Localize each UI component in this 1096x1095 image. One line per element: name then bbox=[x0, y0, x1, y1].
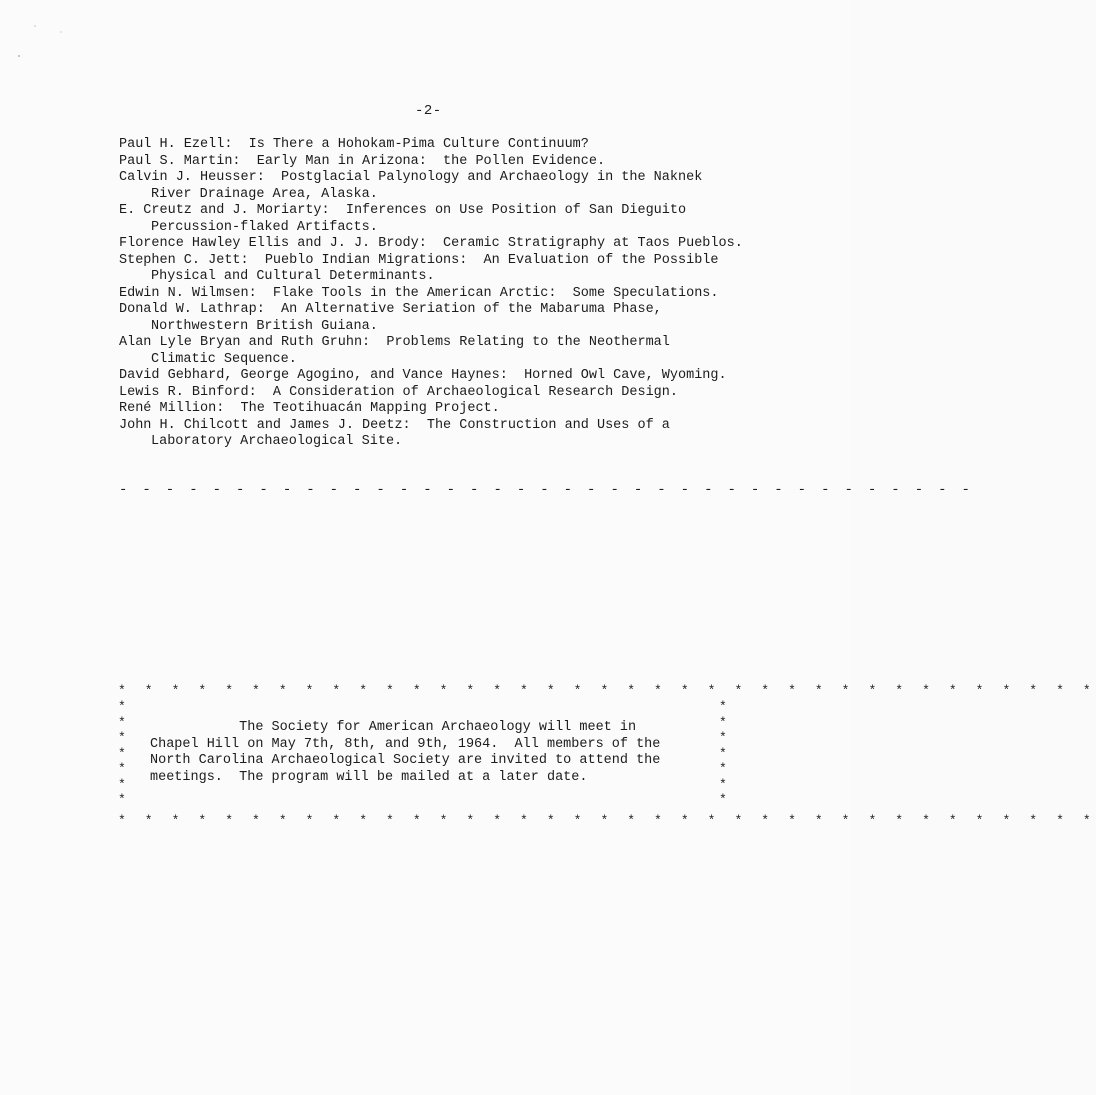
dashed-divider: - - - - - - - - - - - - - - - - - - - - - - - - - - - - - - - - - - - - - bbox=[119, 482, 974, 498]
announcement-line: meetings. The program will be mailed at a later date. bbox=[150, 769, 588, 785]
asterisk-border-right: * * * * * * * bbox=[719, 699, 727, 807]
list-item bbox=[119, 418, 799, 451]
entry-line-continuation: Northwestern British Guiana. bbox=[151, 318, 378, 334]
list-item bbox=[119, 286, 799, 303]
entry-line-continuation: River Drainage Area, Alaska. bbox=[151, 186, 378, 202]
list-item bbox=[119, 170, 799, 203]
entry-line: Paul H. Ezell: Is There a Hohokam-Pima Culture Continuum? bbox=[119, 137, 589, 152]
list-item bbox=[119, 154, 799, 171]
entry-line: Donald W. Lathrap: An Alternative Seriation of the Mabaruma Phase, bbox=[119, 302, 662, 317]
entry-line-continuation: Percussion-flaked Artifacts. bbox=[151, 219, 378, 235]
entry-line: Alan Lyle Bryan and Ruth Gruhn: Problems Relating to the Neothermal bbox=[119, 335, 670, 350]
entry-line: René Million: The Teotihuacán Mapping Project. bbox=[119, 401, 500, 416]
announcement-box bbox=[114, 683, 1096, 828]
entry-line: Edwin N. Wilmsen: Flake Tools in the American Arctic: Some Speculations. bbox=[119, 285, 719, 301]
asterisk-border-top: * * * * * * * * * * * * * * * * * * * * * * * * * * * * * * * * * * * * * bbox=[118, 683, 1096, 698]
list-item bbox=[119, 385, 799, 402]
entry-line: John H. Chilcott and James J. Deetz: The Construction and Uses of a bbox=[119, 417, 670, 433]
entry-line: Florence Hawley Ellis and J. J. Brody: Ceramic Stratigraphy at Taos Pueblos. bbox=[119, 236, 743, 251]
entry-line-continuation: Climatic Sequence. bbox=[151, 351, 297, 367]
entry-line-continuation: Laboratory Archaeological Site. bbox=[151, 434, 403, 449]
list-item bbox=[119, 401, 799, 418]
entry-line: E. Creutz and J. Moriarty: Inferences on Use Position of San Dieguito bbox=[119, 203, 687, 218]
paper-specks bbox=[15, 20, 75, 80]
entry-line: David Gebhard, George Agogino, and Vance Haynes: Horned Owl Cave, Wyoming. bbox=[119, 368, 727, 383]
list-item bbox=[119, 137, 799, 154]
entry-line: Stephen C. Jett: Pueblo Indian Migrations: An Evaluation of the Possible bbox=[119, 252, 719, 268]
page-number: -2- bbox=[415, 103, 442, 119]
announcement-line: North Carolina Archaeological Society are invited to attend the bbox=[150, 753, 661, 768]
list-item bbox=[119, 368, 799, 385]
announcement-line: The Society for American Archaeology will meet in bbox=[150, 720, 637, 735]
asterisk-border-bottom: * * * * * * * * * * * * * * * * * * * * * * * * * * * * * * * * * * * * * bbox=[118, 813, 1096, 828]
entry-line: Calvin J. Heusser: Postglacial Palynology and Archaeology in the Naknek bbox=[119, 170, 703, 185]
announcement-text bbox=[150, 720, 710, 786]
entry-line: Paul S. Martin: Early Man in Arizona: the Pollen Evidence. bbox=[119, 153, 606, 169]
list-item bbox=[119, 203, 799, 236]
entry-line: Lewis R. Binford: A Consideration of Archaeological Research Design. bbox=[119, 384, 678, 400]
list-item bbox=[119, 302, 799, 335]
paper-list bbox=[119, 137, 799, 451]
asterisk-border-left: * * * * * * * bbox=[118, 699, 126, 807]
entry-line-continuation: Physical and Cultural Determinants. bbox=[151, 269, 435, 284]
list-item bbox=[119, 236, 799, 253]
list-item bbox=[119, 335, 799, 368]
announcement-line: Chapel Hill on May 7th, 8th, and 9th, 1964. All members of the bbox=[150, 736, 661, 752]
list-item bbox=[119, 253, 799, 286]
